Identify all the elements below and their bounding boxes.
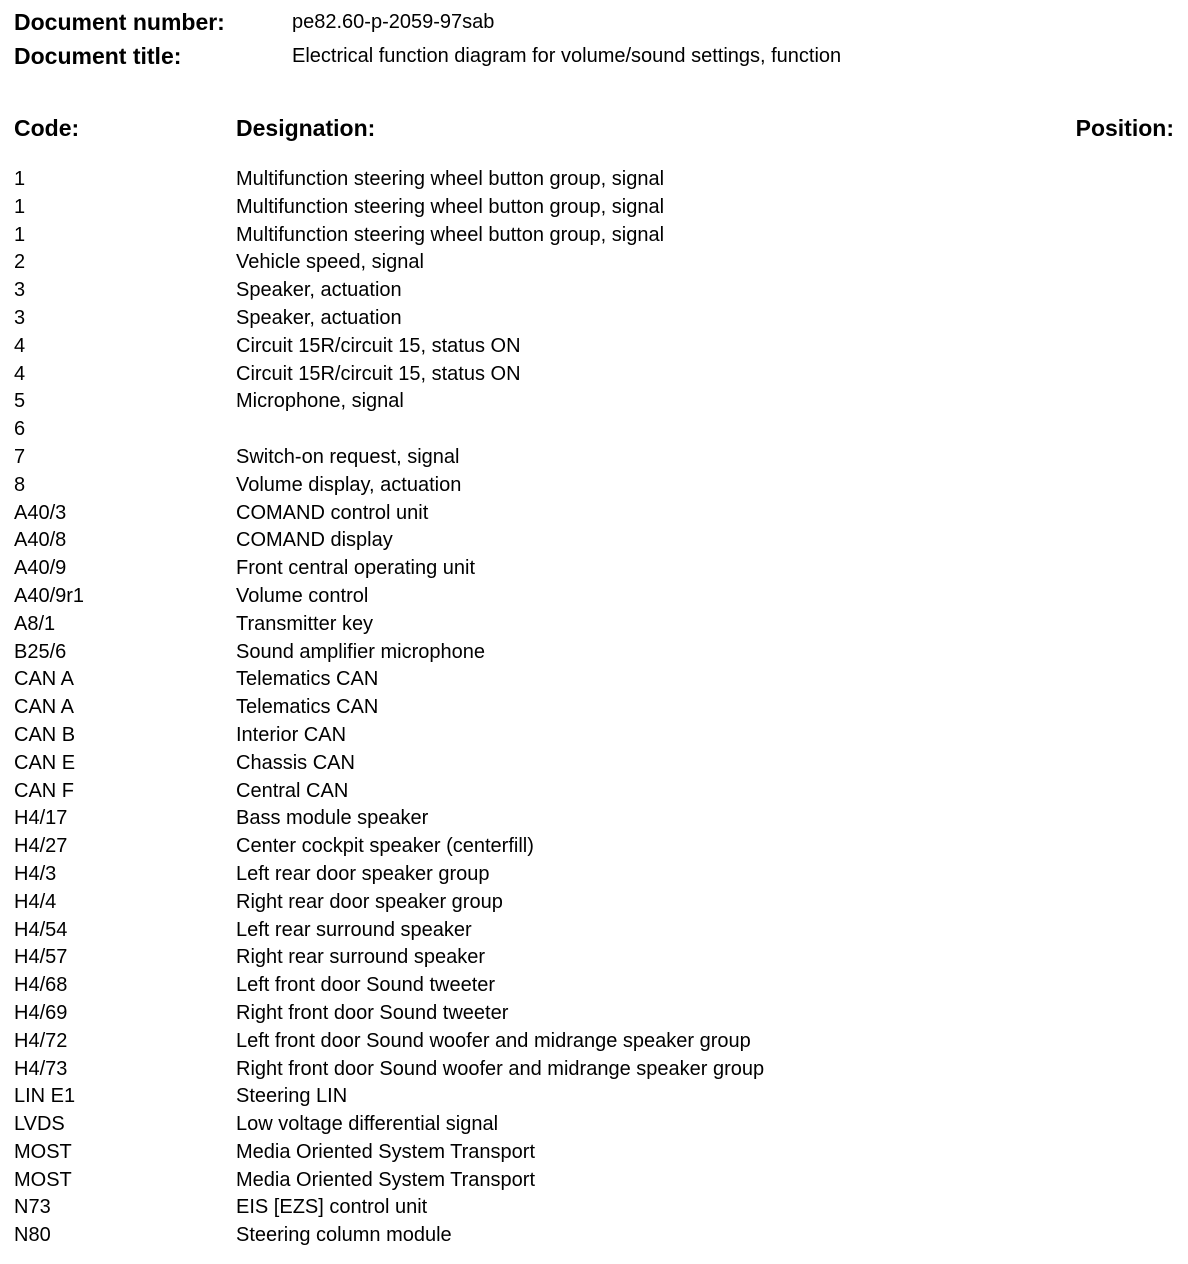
cell-designation: Sound amplifier microphone xyxy=(236,640,486,663)
cell-code: 3 xyxy=(14,306,26,329)
cell-code: H4/72 xyxy=(14,1029,68,1052)
column-header-position: Position: xyxy=(1075,115,1174,141)
cell-designation: Volume control xyxy=(236,584,369,607)
table-row xyxy=(14,665,1174,693)
cell-code: 2 xyxy=(14,251,26,274)
cell-code: CAN A xyxy=(14,668,75,691)
cell-designation: Telematics CAN xyxy=(236,668,379,691)
cell-designation: Left rear surround speaker xyxy=(236,918,472,941)
cell-code: 4 xyxy=(14,334,26,357)
cell-code: 6 xyxy=(14,418,26,441)
cell-designation: Volume display, actuation xyxy=(236,473,462,496)
table-row xyxy=(14,1221,1174,1249)
cell-code: H4/27 xyxy=(14,835,68,858)
table-row xyxy=(14,860,1174,888)
cell-code: 7 xyxy=(14,445,26,468)
cell-code: A40/9 xyxy=(14,557,67,580)
table-row xyxy=(14,526,1174,554)
cell-designation: EIS [EZS] control unit xyxy=(236,1196,428,1219)
table-row xyxy=(14,582,1174,610)
table-row xyxy=(14,777,1174,805)
table-row xyxy=(14,1193,1174,1221)
cell-designation: Speaker, actuation xyxy=(236,279,402,302)
cell-code: 5 xyxy=(14,390,26,413)
table-row xyxy=(14,276,1174,304)
cell-code: 4 xyxy=(14,362,26,385)
cell-code: 1 xyxy=(14,168,26,190)
cell-code: H4/73 xyxy=(14,1057,68,1080)
cell-code: H4/69 xyxy=(14,1001,68,1024)
cell-designation: Media Oriented System Transport xyxy=(236,1140,536,1163)
cell-designation: Chassis CAN xyxy=(236,751,355,774)
table-row xyxy=(14,193,1174,221)
cell-code: A40/3 xyxy=(14,501,67,524)
table-row xyxy=(14,610,1174,638)
cell-designation: Microphone, signal xyxy=(236,390,404,413)
cell-designation: Interior CAN xyxy=(236,723,347,746)
cell-designation: Circuit 15R/circuit 15, status ON xyxy=(236,334,521,357)
table-row xyxy=(14,499,1174,527)
table-row xyxy=(14,554,1174,582)
cell-code: CAN F xyxy=(14,779,74,802)
table-row xyxy=(14,916,1174,944)
cell-designation: Vehicle speed, signal xyxy=(236,251,424,274)
table-row xyxy=(14,248,1174,276)
table-row xyxy=(14,693,1174,721)
cell-code: 1 xyxy=(14,223,26,246)
cell-designation: Multifunction steering wheel button group, signal xyxy=(236,223,665,246)
cell-designation: Right rear door speaker group xyxy=(236,890,503,913)
cell-code: MOST xyxy=(14,1168,72,1191)
table-row xyxy=(14,471,1174,499)
cell-code: N80 xyxy=(14,1224,51,1247)
table-row xyxy=(14,165,1174,193)
legend-table xyxy=(14,165,1174,1249)
cell-code: CAN E xyxy=(14,751,76,774)
table-row xyxy=(14,415,1174,443)
table-row xyxy=(14,638,1174,666)
cell-designation: Circuit 15R/circuit 15, status ON xyxy=(236,362,521,385)
cell-code: 1 xyxy=(14,195,26,218)
cell-code: LVDS xyxy=(14,1113,65,1136)
cell-designation: Left front door Sound tweeter xyxy=(236,974,496,997)
table-row xyxy=(14,221,1174,249)
table-row xyxy=(14,888,1174,916)
cell-designation: Front central operating unit xyxy=(236,557,476,580)
cell-designation: Switch-on request, signal xyxy=(236,445,460,468)
cell-designation: Right front door Sound woofer and midrange speaker group xyxy=(236,1057,765,1080)
cell-code: H4/57 xyxy=(14,946,68,969)
cell-designation: Multifunction steering wheel button group, signal xyxy=(236,195,665,218)
table-row xyxy=(14,360,1174,388)
document-number-value: pe82.60-p-2059-97sab xyxy=(292,11,495,33)
cell-code: CAN B xyxy=(14,723,76,746)
table-row xyxy=(14,332,1174,360)
cell-code: 8 xyxy=(14,473,26,496)
cell-designation: Central CAN xyxy=(236,779,349,802)
cell-designation: Multifunction steering wheel button group, signal xyxy=(236,168,665,190)
cell-designation: Right rear surround speaker xyxy=(236,946,486,969)
table-row xyxy=(14,1138,1174,1166)
table-row xyxy=(14,943,1174,971)
cell-code: LIN E1 xyxy=(14,1085,76,1108)
cell-designation: COMAND control unit xyxy=(236,501,429,524)
cell-designation: Center cockpit speaker (centerfill) xyxy=(236,835,534,858)
cell-designation: Telematics CAN xyxy=(236,696,379,719)
cell-designation: Low voltage differential signal xyxy=(236,1113,499,1136)
table-row xyxy=(14,1055,1174,1083)
cell-designation: COMAND display xyxy=(236,529,393,552)
cell-code: N73 xyxy=(14,1196,51,1219)
cell-designation: Steering LIN xyxy=(236,1085,348,1108)
column-header-designation: Designation: xyxy=(236,115,376,141)
cell-code: H4/3 xyxy=(14,862,57,885)
document-title-value: Electrical function diagram for volume/sound settings, function xyxy=(292,45,842,67)
cell-designation: Speaker, actuation xyxy=(236,306,402,329)
table-row xyxy=(14,832,1174,860)
cell-code: H4/68 xyxy=(14,974,68,997)
table-row xyxy=(14,721,1174,749)
cell-code: A8/1 xyxy=(14,612,56,635)
table-row xyxy=(14,1110,1174,1138)
document-title-row xyxy=(14,41,1174,71)
cell-code: H4/17 xyxy=(14,807,68,830)
cell-designation: Media Oriented System Transport xyxy=(236,1168,536,1191)
cell-designation: Bass module speaker xyxy=(236,807,429,830)
cell-designation: Steering column module xyxy=(236,1224,452,1247)
cell-designation: Left front door Sound woofer and midrange speaker group xyxy=(236,1029,751,1052)
column-header-code: Code: xyxy=(14,115,80,141)
document-number-row xyxy=(14,7,1174,37)
cell-code: H4/54 xyxy=(14,918,68,941)
document-number-label: Document number: xyxy=(14,9,225,35)
cell-designation: Left rear door speaker group xyxy=(236,862,490,885)
cell-code: A40/8 xyxy=(14,529,67,552)
cell-code: MOST xyxy=(14,1140,72,1163)
table-row xyxy=(14,971,1174,999)
table-row xyxy=(14,1166,1174,1194)
table-row xyxy=(14,387,1174,415)
cell-code: CAN A xyxy=(14,696,75,719)
cell-code: 3 xyxy=(14,279,26,302)
table-row xyxy=(14,804,1174,832)
cell-code: A40/9r1 xyxy=(14,584,85,607)
document-title-label: Document title: xyxy=(14,43,182,69)
table-row xyxy=(14,999,1174,1027)
cell-code: B25/6 xyxy=(14,640,67,663)
table-row xyxy=(14,749,1174,777)
cell-code: H4/4 xyxy=(14,890,57,913)
table-row xyxy=(14,1027,1174,1055)
table-row xyxy=(14,1082,1174,1110)
cell-designation: Right front door Sound tweeter xyxy=(236,1001,509,1024)
table-row xyxy=(14,443,1174,471)
table-row xyxy=(14,304,1174,332)
cell-designation: Transmitter key xyxy=(236,612,374,635)
